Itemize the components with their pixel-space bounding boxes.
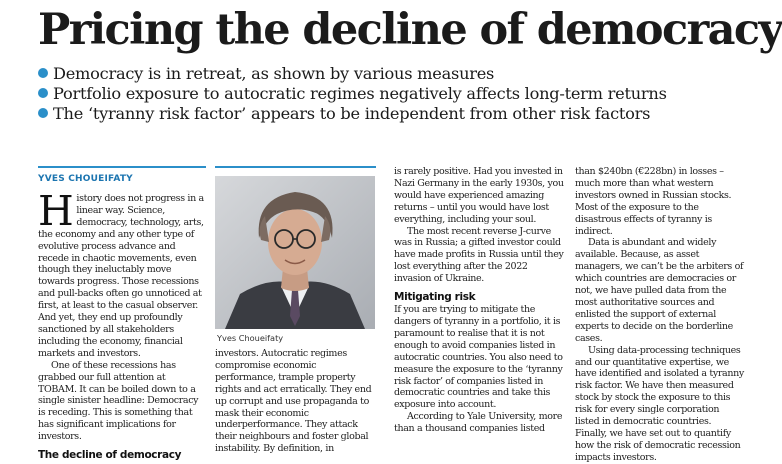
paragraph: Using data-processing techniques and our quantitative expertise, we have identified and isolated a tyranny risk factor. We have then measured stock by stock the exposure to this risk for every single corporation listed in democratic countries. Finally, we have set out to quantify how the risk of democratic recession impacts investors. [575, 344, 744, 463]
paragraph [38, 187, 206, 360]
headline: Pricing the decline of democracy [38, 5, 782, 55]
section-subhead: The decline of democracy [38, 449, 182, 462]
paragraph: The most recent reverse J-curve was in Russia; a gifted investor could have made profits in Russia until they lost everything after the 2022 invasion of Ukraine. [394, 225, 564, 285]
author-byline: YVES CHOUEIFATY [38, 174, 133, 184]
paragraph: is rarely positive. Had you invested in Nazi Germany in the early 1930s, you would have experienced amazing returns – until you would have lost everything, including your soul. [394, 166, 564, 225]
photo-caption: Yves Choueifaty [217, 333, 284, 343]
bullet-item [38, 104, 667, 124]
author-photo [215, 176, 375, 329]
article-column-4 [575, 166, 745, 464]
bullet-dot-icon [38, 88, 48, 98]
column-rule [38, 166, 206, 168]
paragraph-text: istory does not progress in a linear way. Science, democracy, technology, arts, the economy and any other type of evolutive process advance and recede in chaotic movements, even though they ineluctably move towards progress. Those recessions and pull-backs often go unnoticed at first, at least to the casual observer. And yet, they end up profoundly sanctioned by all stakeholders including the economy, financial markets and investors. [38, 193, 204, 359]
bullet-text: Democracy is in retreat, as shown by various measures [53, 64, 495, 83]
article-column-1 [38, 173, 206, 462]
section-subhead: Mitigating risk [394, 291, 476, 304]
bullet-text: Portfolio exposure to autocratic regimes negatively affects long-term returns [53, 84, 667, 103]
article-column-2 [215, 348, 376, 455]
bullet-dot-icon [38, 108, 48, 118]
article-column-3 [394, 166, 564, 435]
bullet-item [38, 64, 667, 84]
bullet-item [38, 84, 667, 104]
paragraph: If you are trying to mitigate the dangers of tyranny in a portfolio, it is paramount to realise that it is not enough to avoid companies listed in autocratic countries. You also need to measure the exposure to the ‘tyranny risk factor’ of companies listed in democratic countries and take this exposure into account. [394, 304, 563, 411]
bullet-text: The ‘tyranny risk factor’ appears to be independent from other risk factors [53, 104, 651, 123]
drop-cap: H [38, 187, 74, 235]
bullet-dot-icon [38, 68, 48, 78]
paragraph: than $240bn (€228bn) in losses – much more than what western investors owned in Russian stocks. Most of the exposure to the disastrous effects of tyranny is indirect. [575, 166, 732, 237]
paragraph: investors. Autocratic regimes compromise economic performance, trample property rights and act erratically. They end up corrupt and use propaganda to mask their economic underperformance. They attack their neighbours and foster global instability. By definition, in [215, 348, 372, 455]
author-portrait-image [215, 176, 375, 329]
paragraph: Data is abundant and widely available. Because, as asset managers, we can’t be the arbiters of which countries are democracies or not, we have pulled data from the most authoritative sources and enlisted the support of external experts to decide on the borderline cases. [575, 237, 744, 344]
column-rule [215, 166, 376, 168]
paragraph: One of these recessions has grabbed our full attention at TOBAM. It can be boiled down to a single sinister headline: Democracy is receding. This is something that has significant implications for investors. [38, 359, 199, 443]
standfirst-bullets [38, 64, 667, 124]
paragraph: According to Yale University, more than a thousand companies listed [394, 411, 563, 435]
